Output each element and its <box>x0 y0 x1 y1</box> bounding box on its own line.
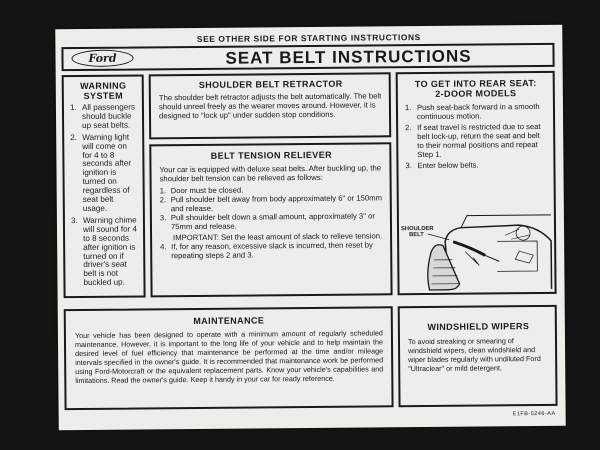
item-text: Pull shoulder belt away from body approximately 6" or 150mm and release. <box>170 193 383 214</box>
item-text: Enter below belts. <box>417 160 479 171</box>
item-text: Door must be closed. <box>170 185 244 196</box>
maintenance-box <box>64 306 394 410</box>
item-number: 3. <box>70 215 78 225</box>
item-number: 4. <box>160 242 167 252</box>
rear-seat-title-line1: TO GET INTO REAR SEAT: <box>414 78 537 90</box>
tension-title: BELT TENSION RELIEVER <box>210 149 333 161</box>
important-note: IMPORTANT: Set the least amount of slack to relieve tension. <box>172 231 383 243</box>
ford-logo <box>71 50 133 68</box>
item-text: Warning chime will sound for 4 to 8 seconds after ignition is turned on if driver's seat belt is not buckled up. <box>82 215 138 288</box>
seat-drawing <box>401 211 554 292</box>
header-bar <box>61 43 554 71</box>
part-number: E1FB-5246-AA <box>512 410 556 418</box>
rear-seat-box <box>396 71 557 295</box>
rear-seat-list <box>405 102 548 170</box>
shoulder-label-line1: SHOULDER <box>400 225 434 233</box>
item-number: 3. <box>159 213 167 223</box>
list-item <box>405 102 547 121</box>
retractor-text: The shoulder belt retractor adjusts the belt automatically. The belt should unreel freely as the wearer moves around. However, it is designed to "lock up" under sudden stop conditions. <box>158 91 382 121</box>
warning-list <box>70 104 139 289</box>
warning-title-line1: WARNING <box>80 80 127 92</box>
tension-reliever-box <box>149 142 392 297</box>
item-number: 1. <box>404 103 412 113</box>
retractor-box <box>149 72 392 139</box>
list-item <box>160 193 384 213</box>
rear-seat-title-line2: 2-DOOR MODELS <box>435 88 517 99</box>
list-item <box>405 160 547 170</box>
retractor-title: SHOULDER BELT RETRACTOR <box>198 78 343 90</box>
item-number: 2. <box>405 123 412 133</box>
list-item <box>160 240 384 260</box>
list-item <box>70 133 138 214</box>
warning-title-line2: SYSTEM <box>83 90 124 101</box>
list-item <box>160 211 384 242</box>
wipers-text: To avoid streaking or smearing of windshield wipers, clean windshield and wiper blades regularly with undiluted Ford "Ultraclear" or mild detergent. <box>407 336 541 374</box>
seat-illustration <box>401 211 554 292</box>
item-text: Pull shoulder belt down a small amount, approximately 3" or 75mm and release. <box>170 211 375 232</box>
maintenance-text: Your vehicle has been designed to operate with a minimum amount of regularly scheduled maintenance. However, it is important to the long life of your vehicle and to help maintain the desired level of fuel efficiency that maintenance be performed at the time and/or mileage intervals specified in the owner's guide. It is recommended that maintenance work be performed using Ford-Motorcraft or the equivalent replacement parts. Know your vehicle's capabilities and limitations. Read the owner's guide. Keep it handy in your car for ready reference. <box>74 328 384 386</box>
page-title: SEAT BELT INSTRUCTIONS <box>225 46 472 68</box>
ford-logo-text: Ford <box>88 51 117 65</box>
warning-system-box <box>62 74 146 298</box>
list-item <box>71 216 139 288</box>
wipers-box <box>398 305 558 407</box>
shoulder-label-line2: BELT <box>409 232 424 239</box>
maintenance-title: MAINTENANCE <box>193 315 265 327</box>
list-item <box>405 122 547 159</box>
item-number: 2. <box>159 195 167 205</box>
item-number: 1. <box>69 103 77 113</box>
top-note: SEE OTHER SIDE FOR STARTING INSTRUCTIONS <box>196 32 421 44</box>
tension-intro: Your car is equipped with deluxe seat belts. After buckling up, the shoulder belt tension can be relieved as follows: <box>159 163 382 184</box>
item-number: 3. <box>405 161 412 171</box>
item-text: If seat travel is restricted due to seat belt lock-up, return the seat and belt to their normal positions and repeat Step 1. <box>417 121 541 160</box>
wipers-title: WINDSHIELD WIPERS <box>427 321 530 332</box>
item-text: Warning light will come on for 4 to 8 seconds after ignition is turned on regardless of seat belt usage. <box>82 132 132 213</box>
instruction-sheet <box>55 25 565 430</box>
list-item <box>70 104 137 131</box>
item-number: 1. <box>159 186 167 196</box>
tension-list <box>160 184 385 260</box>
item-text: If, for any reason, excessive slack is incurred, then reset by repeating steps 2 and 3. <box>171 240 373 261</box>
item-text: Push seat-back forward in a smooth continuous motion. <box>416 101 540 122</box>
item-number: 2. <box>70 132 78 142</box>
item-text: All passengers should buckle up seat belts. <box>81 102 136 130</box>
